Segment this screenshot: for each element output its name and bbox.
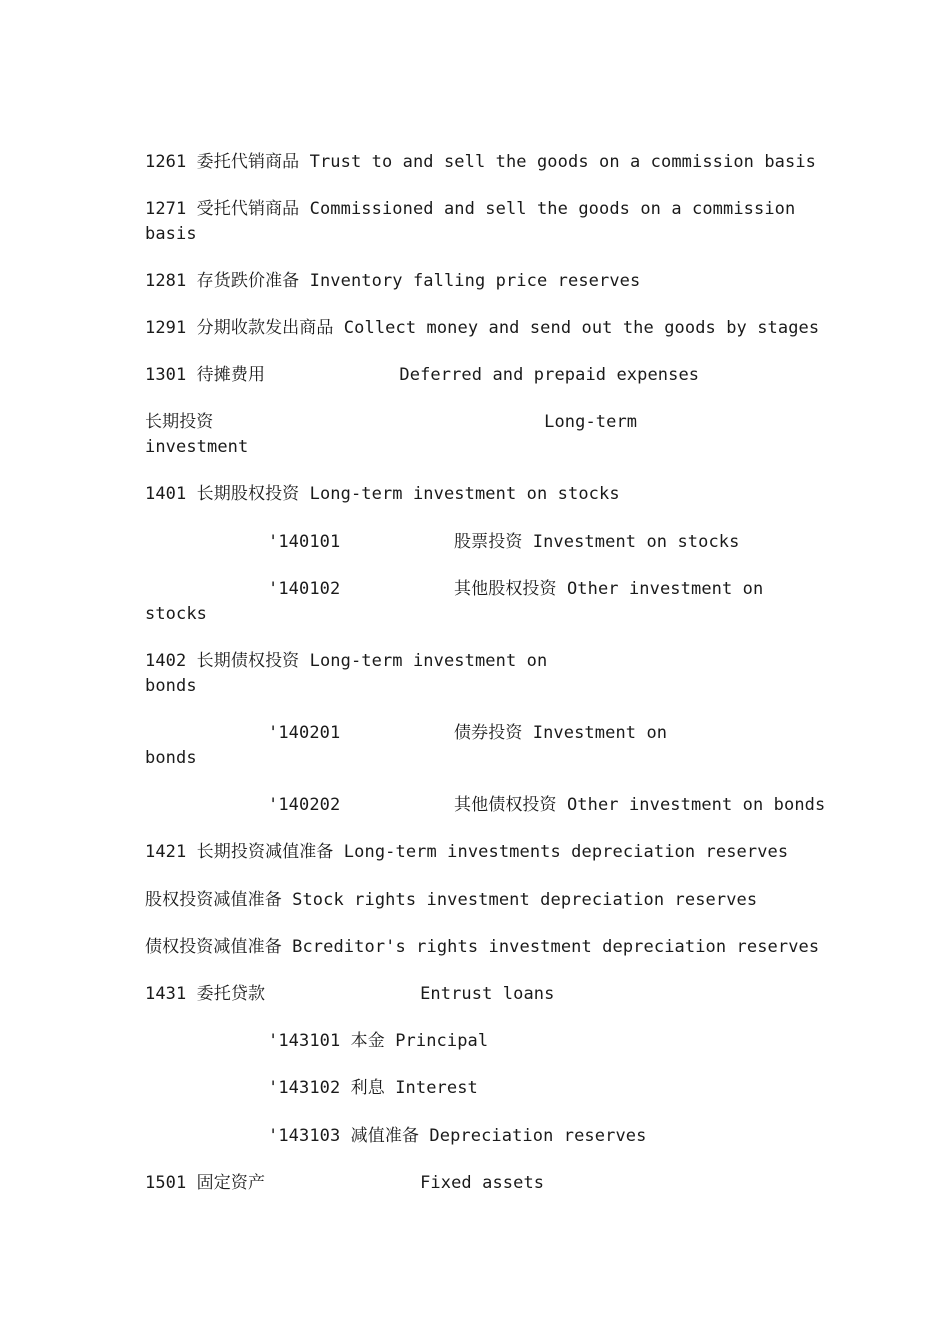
account-1281-line: 1281 存货跌价准备 Inventory falling price reserves <box>145 271 641 291</box>
long-term-investment-heading: 长期投资 Long-term <box>145 412 638 432</box>
creditor-rights-reserve-line: 债权投资减值准备 Bcreditor's rights investment depreciation reserves <box>145 937 820 957</box>
sub-account-143101-line: '143101 本金 Principal <box>268 1031 489 1051</box>
account-1401-line: 1401 长期股权投资 Long-term investment on stocks <box>145 484 620 504</box>
account-1501-line: 1501 固定资产 Fixed assets <box>145 1173 545 1193</box>
sub-account-140201-line-cont: bonds <box>145 748 197 768</box>
sub-account-143102-line: '143102 利息 Interest <box>268 1078 478 1098</box>
sub-account-140101-line: '140101 股票投资 Investment on stocks <box>268 532 740 552</box>
account-1261-line: 1261 委托代销商品 Trust to and sell the goods on a commission basis <box>145 152 817 172</box>
sub-account-140102-line-cont: stocks <box>145 604 208 624</box>
sub-account-140201-line: '140201 债券投资 Investment on <box>268 723 668 743</box>
sub-account-143103-line: '143103 减值准备 Depreciation reserves <box>268 1126 647 1146</box>
sub-account-140202-line: '140202 其他债权投资 Other investment on bonds <box>268 795 826 815</box>
account-1421-line: 1421 长期投资减值准备 Long-term investments depreciation reserves <box>145 842 789 862</box>
account-1402-line-cont: bonds <box>145 676 197 696</box>
long-term-investment-heading-cont: investment <box>145 437 249 457</box>
account-1301-line: 1301 待摊费用 Deferred and prepaid expenses <box>145 365 700 385</box>
sub-account-140102-line: '140102 其他股权投资 Other investment on <box>268 579 764 599</box>
account-1271-line-cont: basis <box>145 224 197 244</box>
account-1271-line: 1271 受托代销商品 Commissioned and sell the goods on a commission <box>145 199 796 219</box>
account-1291-line: 1291 分期收款发出商品 Collect money and send out the goods by stages <box>145 318 820 338</box>
account-1402-line: 1402 长期债权投资 Long-term investment on <box>145 651 548 671</box>
account-1431-line: 1431 委托贷款 Entrust loans <box>145 984 555 1004</box>
stock-rights-reserve-line: 股权投资减值准备 Stock rights investment depreciation reserves <box>145 890 758 910</box>
